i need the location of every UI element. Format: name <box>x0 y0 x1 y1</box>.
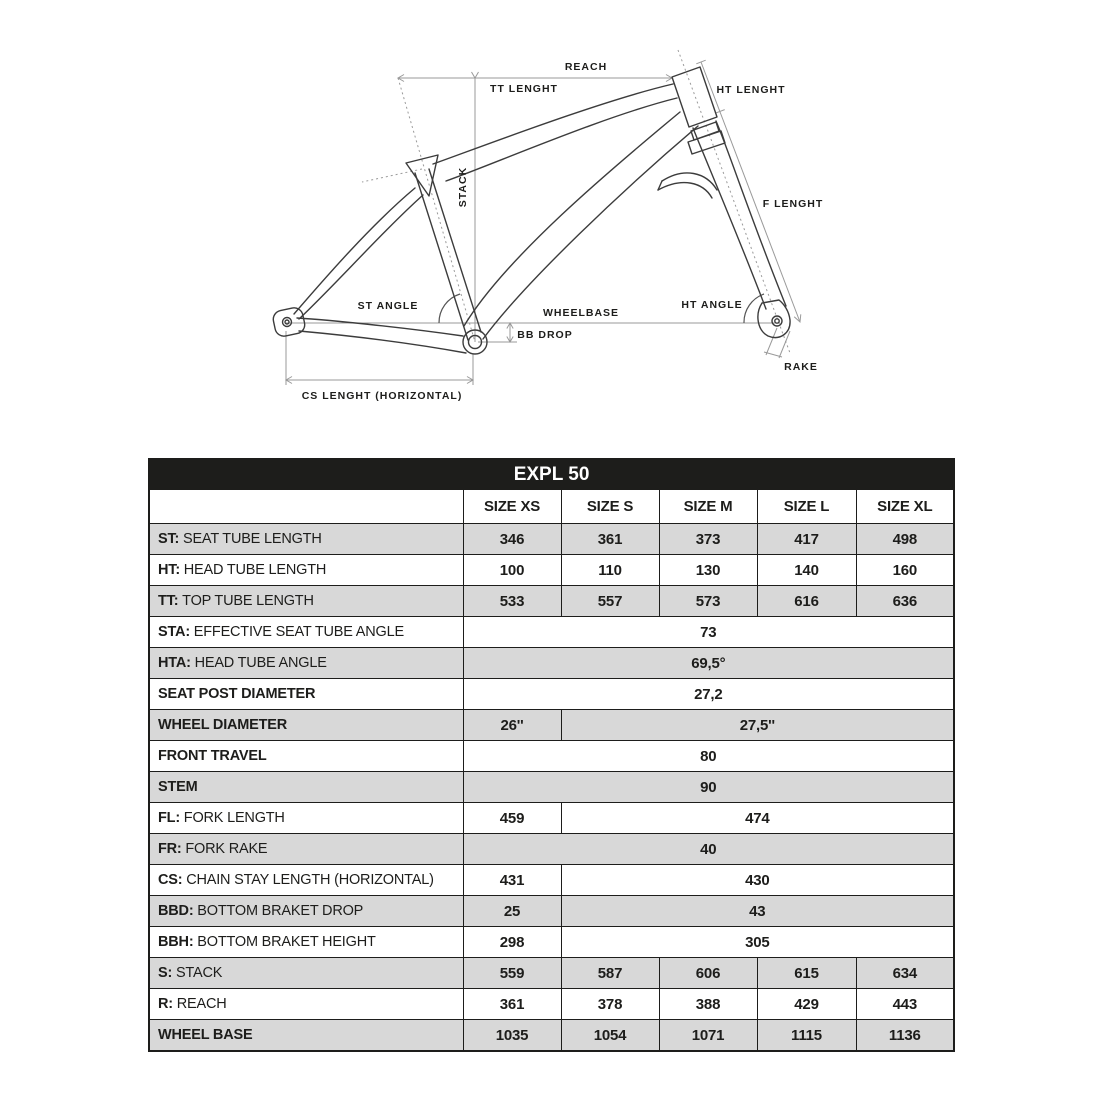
cell-value: 559 <box>463 958 561 989</box>
row-label-prefix: FR: <box>158 841 186 857</box>
spec-table <box>148 458 953 1052</box>
cell-value: 73 <box>463 617 954 648</box>
cell-value: 100 <box>463 555 561 586</box>
size-column-header-2: SIZE S <box>561 490 659 524</box>
label-reach: REACH <box>564 61 608 73</box>
row-label-prefix: HTA: <box>158 655 195 671</box>
table-row <box>149 710 954 741</box>
table-row <box>149 865 954 896</box>
table-title: EXPL 50 <box>149 459 954 490</box>
table-row <box>149 958 954 989</box>
table-row <box>149 1020 954 1052</box>
cell-value: 573 <box>659 586 757 617</box>
cell-value: 634 <box>856 958 954 989</box>
table-row <box>149 617 954 648</box>
table-row <box>149 834 954 865</box>
cell-value: 606 <box>659 958 757 989</box>
row-label: STEM <box>149 772 463 803</box>
cell-value: 533 <box>463 586 561 617</box>
row-label: FRONT TRAVEL <box>149 741 463 772</box>
label-bb-drop: BB DROP <box>517 329 573 341</box>
label-stack: STACK <box>457 166 469 208</box>
cell-value: 130 <box>659 555 757 586</box>
cell-value: 361 <box>561 524 659 555</box>
cell-value: 498 <box>856 524 954 555</box>
row-label: S: STACK <box>149 958 463 989</box>
cell-value: 557 <box>561 586 659 617</box>
row-label: STA: EFFECTIVE SEAT TUBE ANGLE <box>149 617 463 648</box>
cell-value: 373 <box>659 524 757 555</box>
cell-value: 27,5'' <box>561 710 954 741</box>
cell-value: 417 <box>757 524 856 555</box>
label-ht-angle: HT ANGLE <box>681 299 743 311</box>
cell-value: 1035 <box>463 1020 561 1052</box>
label-f-lenght: F LENGHT <box>762 198 824 210</box>
label-st-angle: ST ANGLE <box>357 300 419 312</box>
geometry-table <box>148 458 955 1052</box>
cell-value: 1071 <box>659 1020 757 1052</box>
row-label-prefix: R: <box>158 996 177 1012</box>
cell-value: 27,2 <box>463 679 954 710</box>
table-row <box>149 586 954 617</box>
size-header-row <box>149 490 954 524</box>
cell-value: 25 <box>463 896 561 927</box>
size-column-header-4: SIZE L <box>757 490 856 524</box>
row-label-prefix: S: <box>158 965 176 981</box>
row-label: HT: HEAD TUBE LENGTH <box>149 555 463 586</box>
cell-value: 378 <box>561 989 659 1020</box>
empty-header-cell <box>149 490 463 524</box>
label-wheelbase: WHEELBASE <box>542 307 620 319</box>
row-label-prefix: FL: <box>158 810 184 826</box>
row-label: BBD: BOTTOM BRAKET DROP <box>149 896 463 927</box>
table-row <box>149 555 954 586</box>
row-label-prefix: STA: <box>158 624 194 640</box>
row-label-prefix: BBD: <box>158 903 198 919</box>
cell-value: 26'' <box>463 710 561 741</box>
row-label: CS: CHAIN STAY LENGTH (HORIZONTAL) <box>149 865 463 896</box>
row-label-prefix: HT: <box>158 562 184 578</box>
table-row <box>149 803 954 834</box>
row-label-prefix: CS: <box>158 872 187 888</box>
cell-value: 298 <box>463 927 561 958</box>
cell-value: 429 <box>757 989 856 1020</box>
cell-value: 1136 <box>856 1020 954 1052</box>
table-title-row <box>149 459 954 490</box>
cell-value: 90 <box>463 772 954 803</box>
size-column-header-5: SIZE XL <box>856 490 954 524</box>
label-cs-lenght: CS LENGHT (HORIZONTAL) <box>301 390 463 402</box>
table-row <box>149 927 954 958</box>
row-label: R: REACH <box>149 989 463 1020</box>
cell-value: 346 <box>463 524 561 555</box>
row-label: FL: FORK LENGTH <box>149 803 463 834</box>
cell-value: 160 <box>856 555 954 586</box>
cell-value: 80 <box>463 741 954 772</box>
cell-value: 388 <box>659 989 757 1020</box>
cell-value: 636 <box>856 586 954 617</box>
cell-value: 361 <box>463 989 561 1020</box>
row-label: BBH: BOTTOM BRAKET HEIGHT <box>149 927 463 958</box>
bike-geometry-diagram <box>0 0 1100 450</box>
cell-value: 43 <box>561 896 954 927</box>
label-ht-lenght: HT LENGHT <box>716 84 786 96</box>
row-label: ST: SEAT TUBE LENGTH <box>149 524 463 555</box>
table-row <box>149 524 954 555</box>
cell-value: 443 <box>856 989 954 1020</box>
cell-value: 1115 <box>757 1020 856 1052</box>
cell-value: 1054 <box>561 1020 659 1052</box>
size-column-header-1: SIZE XS <box>463 490 561 524</box>
row-label-prefix: ST: <box>158 531 183 547</box>
row-label: TT: TOP TUBE LENGTH <box>149 586 463 617</box>
table-row <box>149 989 954 1020</box>
label-rake: RAKE <box>784 361 818 373</box>
row-label: WHEEL BASE <box>149 1020 463 1052</box>
table-row <box>149 648 954 679</box>
row-label: SEAT POST DIAMETER <box>149 679 463 710</box>
cell-value: 430 <box>561 865 954 896</box>
row-label: HTA: HEAD TUBE ANGLE <box>149 648 463 679</box>
table-row <box>149 896 954 927</box>
row-label-prefix: BBH: <box>158 934 198 950</box>
cell-value: 140 <box>757 555 856 586</box>
cell-value: 615 <box>757 958 856 989</box>
cell-value: 587 <box>561 958 659 989</box>
cell-value: 459 <box>463 803 561 834</box>
cell-value: 431 <box>463 865 561 896</box>
table-row <box>149 741 954 772</box>
row-label: FR: FORK RAKE <box>149 834 463 865</box>
cell-value: 305 <box>561 927 954 958</box>
table-row <box>149 772 954 803</box>
row-label-prefix: TT: <box>158 593 183 609</box>
cell-value: 40 <box>463 834 954 865</box>
cell-value: 69,5° <box>463 648 954 679</box>
cell-value: 110 <box>561 555 659 586</box>
row-label: WHEEL DIAMETER <box>149 710 463 741</box>
label-tt-lenght: TT LENGHT <box>490 83 558 95</box>
cell-value: 616 <box>757 586 856 617</box>
diagram-labels <box>302 61 824 402</box>
size-column-header-3: SIZE M <box>659 490 757 524</box>
cell-value: 474 <box>561 803 954 834</box>
table-row <box>149 679 954 710</box>
